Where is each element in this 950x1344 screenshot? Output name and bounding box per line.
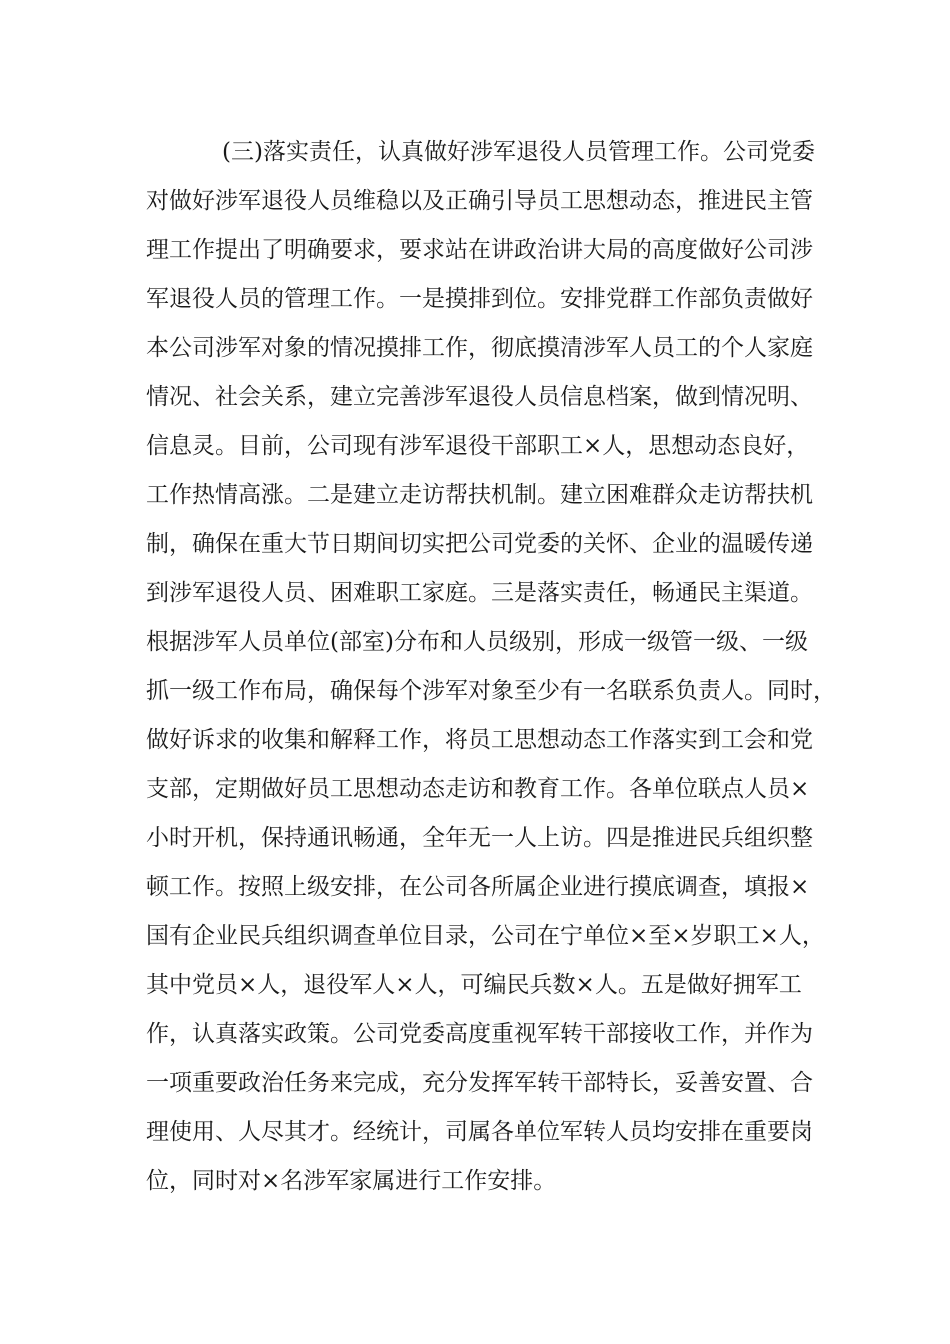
text-line: 位，同时对×名涉军家属进行工作安排。: [146, 1168, 557, 1194]
text-line: 支部，定期做好员工思想动态走访和教育工作。各单位联点人员×: [146, 776, 810, 802]
text-line: 制，确保在重大节日期间切实把公司党委的关怀、企业的温暖传递: [146, 531, 813, 557]
text-line: 作，认真落实政策。公司党委高度重视军转干部接收工作，并作为: [146, 1021, 813, 1047]
text-line: 抓一级工作布局，确保每个涉军对象至少有一名联系负责人。同时，: [146, 678, 836, 704]
text-line: 到涉军退役人员、困难职工家庭。三是落实责任，畅通民主渠道。: [146, 580, 813, 606]
text-line: 其中党员×人，退役军人×人，可编民兵数×人。五是做好拥军工: [146, 972, 802, 998]
text-line: 国有企业民兵组织调查单位目录，公司在宁单位×至×岁职工×人，: [146, 923, 825, 949]
text-line: (三)落实责任，认真做好涉军退役人员管理工作。公司党委: [222, 139, 815, 165]
text-line: 根据涉军人员单位(部室)分布和人员级别，形成一级管一级、一级: [146, 629, 808, 655]
text-line: 一项重要政治任务来完成，充分发挥军转干部特长，妥善安置、合: [146, 1070, 813, 1096]
body-text: [146, 128, 836, 1206]
text-line: 信息灵。目前，公司现有涉军退役干部职工×人，思想动态良好，: [146, 433, 810, 459]
text-line: 做好诉求的收集和解释工作，将员工思想动态工作落实到工会和党: [146, 727, 813, 753]
text-line: 情况、社会关系，建立完善涉军退役人员信息档案，做到情况明、: [146, 384, 813, 410]
text-line: 小时开机，保持通讯畅通，全年无一人上访。四是推进民兵组织整: [146, 825, 813, 851]
text-line: 工作热情高涨。二是建立走访帮扶机制。建立困难群众走访帮扶机: [146, 482, 813, 508]
text-line: 理工作提出了明确要求，要求站在讲政治讲大局的高度做好公司涉: [146, 237, 813, 263]
text-line: 本公司涉军对象的情况摸排工作，彻底摸清涉军人员工的个人家庭: [146, 335, 813, 361]
text-line: 对做好涉军退役人员维稳以及正确引导员工思想动态，推进民主管: [146, 188, 813, 214]
text-line: 顿工作。按照上级安排，在公司各所属企业进行摸底调查，填报×: [146, 874, 810, 900]
text-line: 理使用、人尽其才。经统计，司属各单位军转人员均安排在重要岗: [146, 1119, 813, 1145]
text-line: 军退役人员的管理工作。一是摸排到位。安排党群工作部负责做好: [146, 286, 813, 312]
